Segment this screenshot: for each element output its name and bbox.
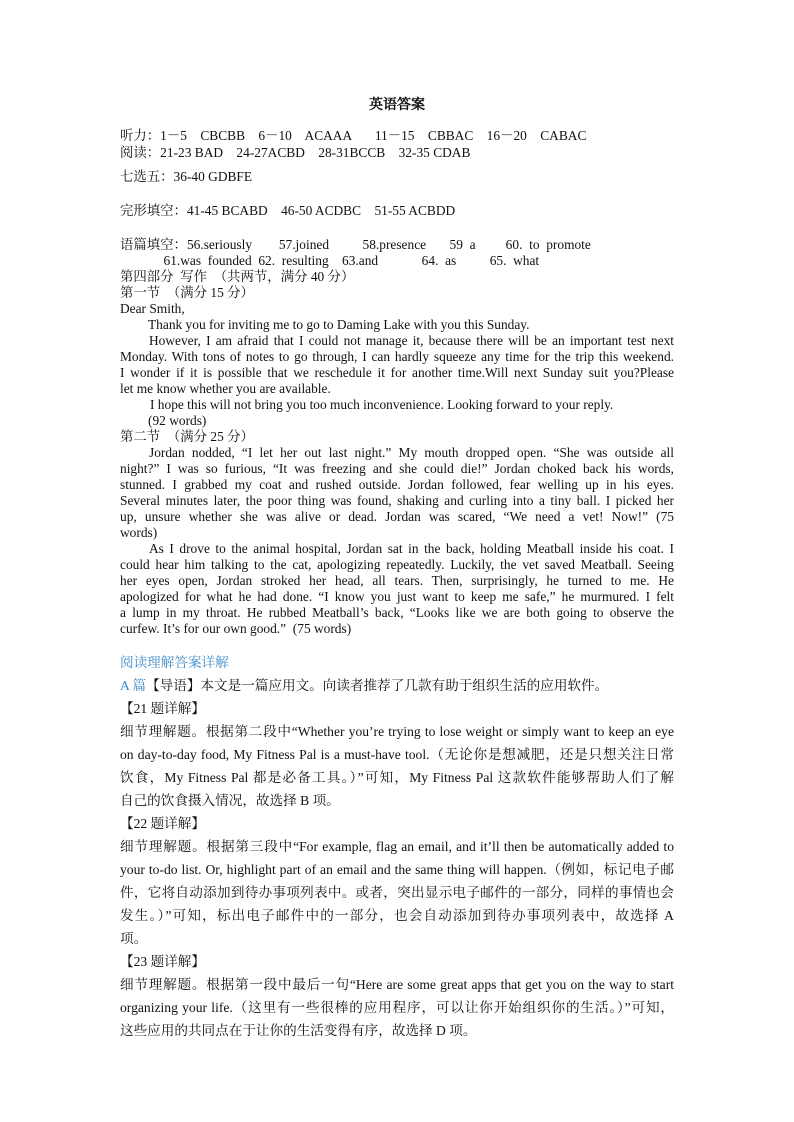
story-line: apologized for what he had done. “I know you just want to keep me safe,” he murmured. I felt [120, 589, 674, 604]
story-line: could hear him talking to the cat, apologizing repeatedly. Luckily, the vet saved Meatball. Seeing [120, 557, 674, 572]
q21-line: 饮食，My Fitness Pal 都是必备工具。）”可知，My Fitness Pal 这款软件能够帮助人们了解 [120, 770, 674, 785]
q21-line: 自己的饮食摄入情况，故选择 B 项。 [120, 793, 340, 808]
q21-heading: 【21 题详解】 [120, 701, 205, 716]
grammar-answers-line-1: 语篇填空：56.seriously 57.joined 58.presence 59 a 60. to promote [120, 237, 591, 252]
q22-line: your to-do list. Or, highlight part of an email and the same thing will happen.（例如，标记电子邮 [120, 862, 674, 877]
listening-answers: 听力：1－5 CBCBB 6－10 ACAAA 11－15 CBBAC 16－20 CABAC [120, 128, 587, 143]
story-line: her eyes open, Jordan stroked her head, all tears. Then, surprisingly, he turned to me. He [120, 573, 674, 588]
explanation-heading: 阅读理解答案详解 [120, 655, 229, 670]
story-line: a lump in my throat. He rubbed Meatball’s back, “Looks like we are both going to observe the [120, 605, 674, 620]
q21-line: 细节理解题。根据第二段中“Whether you’re trying to lose weight or simply want to keep an eye [120, 724, 674, 739]
q22-line: 项。 [120, 931, 148, 946]
story-line: Several minutes later, the poor thing was found, shaking and curling into a tiny ball. I picked her [120, 493, 674, 508]
story-line: Jordan nodded, “I let her out last night.” My mouth dropped open. “She was outside all [149, 445, 674, 460]
passage-a-intro-line [120, 677, 608, 695]
cloze-answers: 完形填空：41-45 BCABD 46-50 ACDBC 51-55 ACBDD [120, 203, 456, 218]
q23-heading: 【23 题详解】 [120, 954, 205, 969]
letter-line: let me know whether you are available. [120, 381, 331, 396]
page-title: 英语答案 [369, 97, 425, 113]
grammar-answers-line-2: 61.was founded 62. resulting 63.and 64. as 65. what [120, 253, 540, 268]
q23-line: organizing your life.（这里有一些很棒的应用程序，可以让你开始组织你的生活。）”可知， [120, 1000, 674, 1015]
word-count: (92 words) [148, 413, 207, 428]
letter-salutation: Dear Smith, [120, 301, 185, 316]
section2-heading: 第二节 （满分 25 分） [120, 429, 254, 444]
story-line: night?” I was so furious, “It was freezing and she could die!” Jordan choked back his words, [120, 461, 674, 476]
q22-line: 件，它将自动添加到待办事项列表中。或者，突出显示电子邮件的一部分，同样的事情也会 [120, 885, 674, 900]
q23-line: 这些应用的共同点在于让你的生活变得有序，故选择 D 项。 [120, 1023, 477, 1038]
passage-a-intro: 【导语】本文是一篇应用文。向读者推荐了几款有助于组织生活的应用软件。 [146, 678, 609, 693]
letter-line: Monday. With tons of notes to go through, I can hardly squeeze any time for the trip this weekend. [120, 349, 674, 364]
q22-line: 发生。）”可知，标出电子邮件中的一部分，也会自动添加到待办事项列表中，故选择 A [120, 908, 674, 923]
story-line: up, unsure whether she was alive or dead. Jordan was scared, “We need a vet! Now!” (75 [120, 509, 674, 524]
letter-line: I hope this will not bring you too much inconvenience. Looking forward to your reply. [150, 397, 614, 412]
q21-line: on day-to-day food, My Fitness Pal is a must-have tool.（无论你是想减肥，还是只想关注日常 [120, 747, 674, 762]
reading-answers: 阅读：21-23 BAD 24-27ACBD 28-31BCCB 32-35 CDAB [120, 145, 471, 160]
q23-line: 细节理解题。根据第一段中最后一句“Here are some great apps that get you on the way to start [120, 977, 674, 992]
story-line: curfew. It’s for our own good.” (75 words) [120, 621, 352, 636]
q22-line: 细节理解题。根据第三段中“For example, flag an email, and it’ll then be automatically added to [120, 839, 674, 854]
story-line: As I drove to the animal hospital, Jordan sat in the back, holding Meatball inside his coat. I [149, 541, 674, 556]
letter-line: Thank you for inviting me to go to Daming Lake with you this Sunday. [148, 317, 530, 332]
letter-line: I wonder if it is possible that we reschedule it for another time.Will next Sunday suit you?Please [120, 365, 674, 380]
q22-heading: 【22 题详解】 [120, 816, 205, 831]
story-line: words) [120, 525, 158, 540]
passage-a-label: A 篇 [120, 678, 147, 693]
section1-heading: 第一节 （满分 15 分） [120, 285, 254, 300]
part4-heading: 第四部分 写作 （共两节，满分 40 分） [120, 269, 355, 284]
letter-line: However, I am afraid that I could not manage it, because there will be an important test next [149, 333, 674, 348]
story-line: stunned. I grabbed my coat and rushed outside. Jordan followed, fear welling up in his eyes. [120, 477, 674, 492]
seven-five-answers: 七选五：36-40 GDBFE [120, 169, 253, 184]
